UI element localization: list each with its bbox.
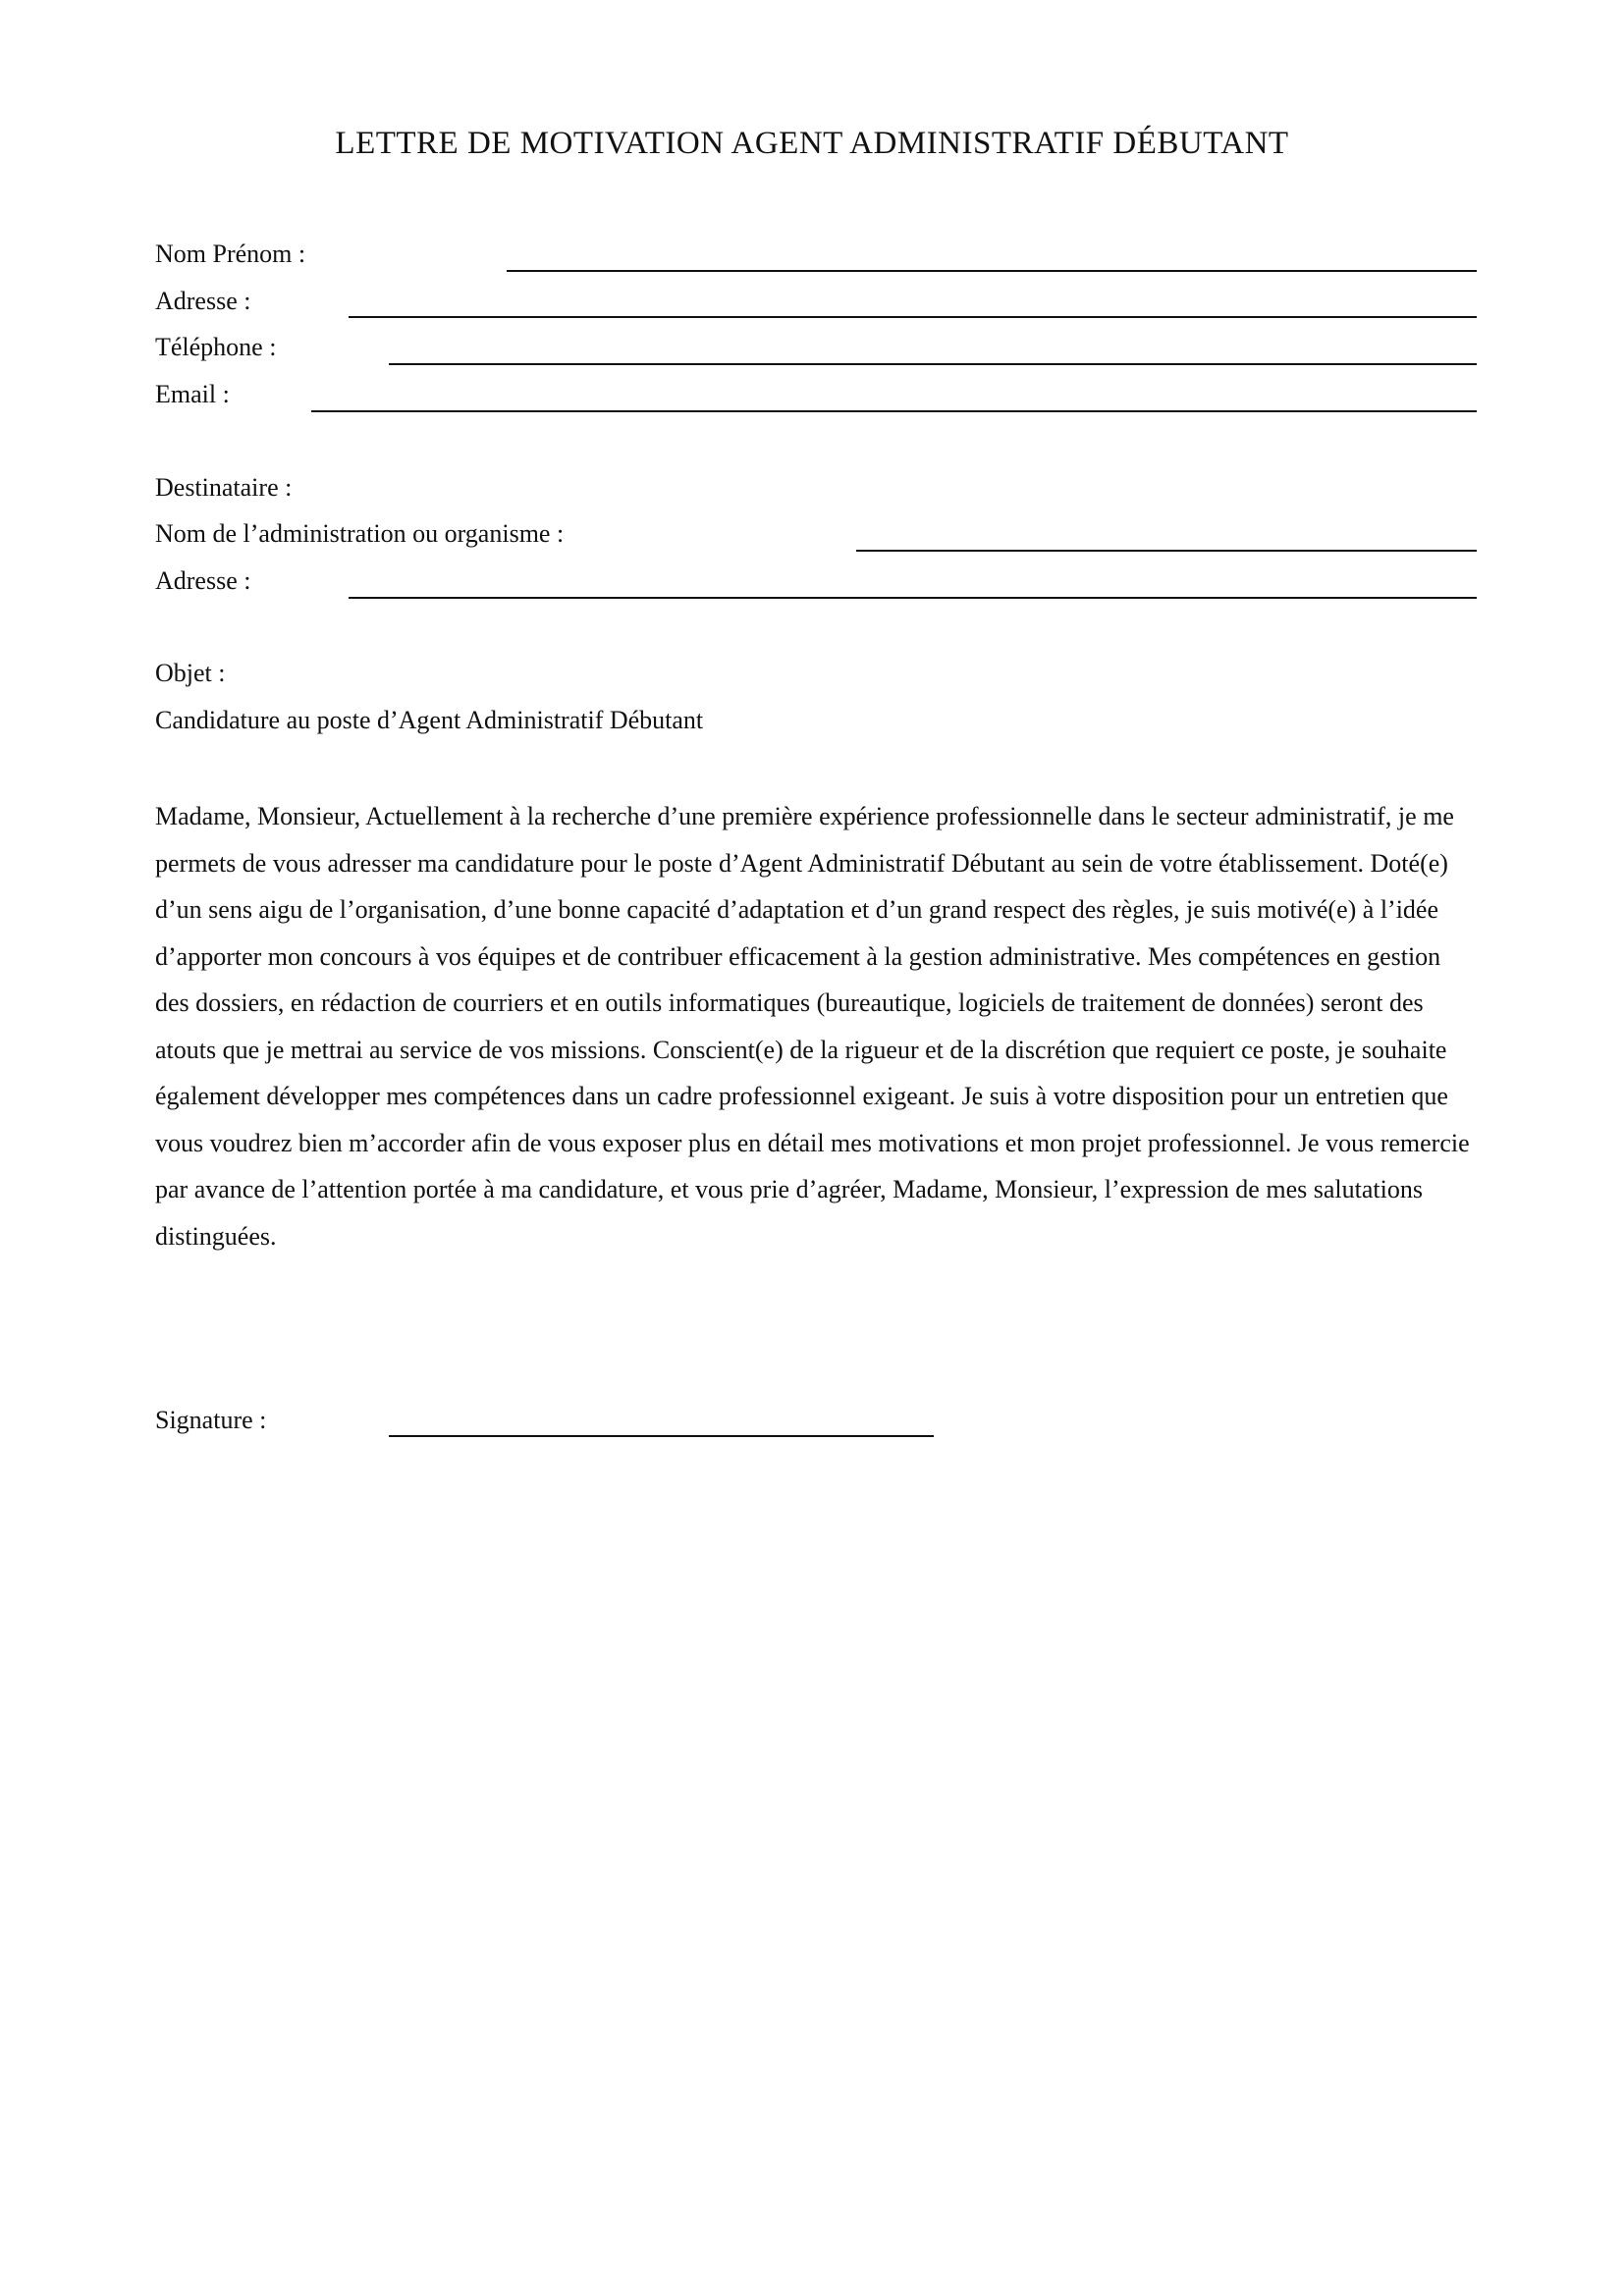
recipient-org-label: Nom de l’administration ou organisme :	[155, 519, 565, 548]
recipient-org-field[interactable]	[856, 550, 1477, 552]
letter-body: Madame, Monsieur, Actuellement à la recherche d’une première expérience professionnelle dans le secteur administratif, je me permets de vous adresser ma candidature pour le poste d’Agent Administratif Débutant au sein de votre établissement. Doté(e) d’un sens aigu de l’organisation, d’une bonne capacité d’adaptation et d’un grand respect des règles, je suis motivé(e) à l’idée d’apporter mon concours à vos équipes et de contribuer efficacement à la gestion administrative. Mes compétences en gestion des dossiers, en rédaction de courriers et en outils informatiques (bureautique, logiciels de traitement de données) seront des atouts que je mettrai au service de vos missions. Conscient(e) de la rigueur et de la discrétion que requiert ce poste, je souhaite également développer mes compétences dans un cadre professionnel exigeant. Je suis à votre disposition pour un entretien que vous voudrez bien m’accorder afin de vous exposer plus en détail mes motivations et mon projet professionnel. Je vous remercie par avance de l’attention portée à ma candidature, et vous prie d’agréer, Madame, Monsieur, l’expression de mes salutations distinguées.	[155, 802, 1470, 1251]
subject-text: Candidature au poste d’Agent Administratif Débutant	[155, 706, 704, 734]
sender-email-label: Email :	[155, 380, 230, 408]
signature-label: Signature :	[155, 1406, 267, 1434]
subject-label: Objet :	[155, 659, 226, 687]
sender-email-field[interactable]	[311, 410, 1477, 412]
signature-field[interactable]	[389, 1435, 934, 1437]
sender-address-field[interactable]	[349, 316, 1477, 318]
sender-name-label: Nom Prénom :	[155, 240, 306, 268]
sender-name-field[interactable]	[507, 270, 1477, 272]
recipient-address-field[interactable]	[349, 597, 1477, 599]
document-title: LETTRE DE MOTIVATION AGENT ADMINISTRATIF DÉBUTANT	[335, 126, 1289, 161]
recipient-heading: Destinataire :	[155, 473, 293, 502]
sender-address-label: Adresse :	[155, 287, 251, 315]
recipient-address-label: Adresse :	[155, 566, 251, 595]
sender-phone-field[interactable]	[389, 363, 1477, 365]
sender-phone-label: Téléphone :	[155, 333, 277, 361]
